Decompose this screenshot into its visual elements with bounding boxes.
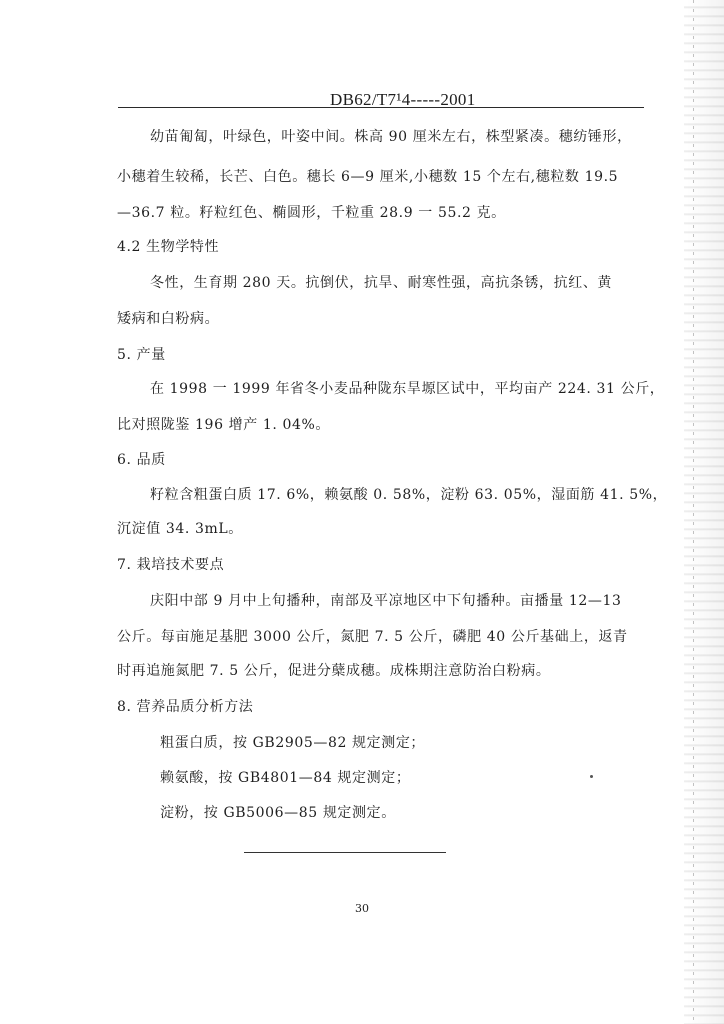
morphology-line-2: 小穗着生较稀，长芒、白色。穗长 6—9 厘米,小穗数 15 个左右,穗粒数 19.5	[117, 169, 619, 185]
scan-edge-line	[693, 0, 694, 1024]
cultivation-line-3: 时再追施氮肥 7. 5 公斤，促进分蘖成穗。成株期注意防治白粉病。	[117, 663, 551, 679]
quality-line-2: 沉淀值 34. 3mL。	[117, 521, 243, 537]
quality-line-1: 籽粒含粗蛋白质 17. 6%，赖氨酸 0. 58%，淀粉 63. 05%，湿面筋 41. 5%，	[150, 487, 668, 503]
scan-edge-noise	[684, 0, 724, 1024]
method-lysine: 赖氨酸，按 GB4801—84 规定测定；	[160, 770, 411, 786]
section-6-title: 6. 品质	[117, 452, 166, 468]
biology-line-2: 矮病和白粉病。	[117, 311, 220, 327]
method-protein: 粗蛋白质，按 GB2905—82 规定测定；	[160, 735, 426, 751]
biology-line-1: 冬性，生育期 280 天。抗倒伏，抗旱、耐寒性强，高抗条锈，抗红、黄	[150, 275, 613, 291]
section-8-title: 8. 营养品质分析方法	[117, 699, 254, 715]
morphology-line-3: —36.7 粒。籽粒红色、椭圆形，千粒重 28.9 一 55.2 克。	[117, 205, 506, 221]
cultivation-line-1: 庆阳中部 9 月中上旬播种，南部及平凉地区中下旬播种。亩播量 12—13	[150, 593, 622, 609]
document-code: DB62/T7¹4-----2001	[330, 90, 476, 109]
section-7-title: 7. 栽培技术要点	[117, 557, 225, 573]
yield-line-1: 在 1998 一 1999 年省冬小麦品种陇东旱塬区试中，平均亩产 224. 31 公斤，	[150, 381, 665, 397]
scan-speck	[590, 775, 593, 778]
page-number: 30	[355, 902, 369, 915]
yield-line-2: 比对照陇鉴 196 增产 1. 04%。	[117, 417, 330, 433]
section-5-title: 5. 产量	[117, 347, 166, 363]
cultivation-line-2: 公斤。每亩施足基肥 3000 公斤，氮肥 7. 5 公斤，磷肥 40 公斤基础上，返青	[117, 629, 628, 645]
method-starch: 淀粉，按 GB5006—85 规定测定。	[160, 805, 396, 821]
morphology-line-1: 幼苗匍匐，叶绿色，叶姿中间。株高 90 厘米左右，株型紧凑。穗纺锤形，	[150, 129, 632, 145]
footer-rule	[244, 852, 446, 853]
section-4-2-title: 4.2 生物学特性	[117, 239, 220, 255]
